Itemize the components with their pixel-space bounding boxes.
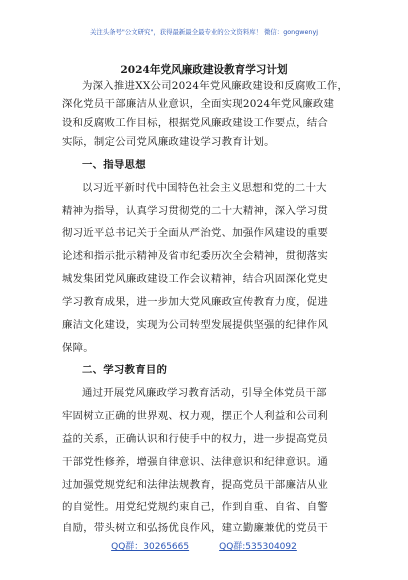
- paragraph-line: 彻习近平总书记关于全面从严治党、加强作风建设的重要: [62, 227, 329, 239]
- document-title: 2024年党风廉政建设教育学习计划: [120, 64, 288, 76]
- paragraph-line: 精神为指导，认真学习贯彻党的二十大精神，深入学习贯: [62, 205, 329, 217]
- paragraph-line: 城发集团党风廉政建设工作会议精神，结合巩固深化党史: [62, 273, 329, 285]
- paragraph-line: 以习近平新时代中国特色社会主义思想和党的二十大: [82, 182, 327, 194]
- paragraph-line: 通过开展党风廉政学习教育活动，引导全体党员干部: [82, 387, 327, 399]
- paragraph-line: 学习教育成果，进一步加大党风廉政宣传教育力度，促进: [62, 296, 329, 308]
- paragraph-line: 过加强党规党纪和法律法规教育，提高党员干部廉洁从业: [62, 479, 329, 491]
- section-heading: 一、指导思想: [82, 159, 146, 171]
- paragraph-line: 设和反腐败工作目标，根据党风廉政建设工作要点，结合: [62, 117, 329, 129]
- paragraph-line: 廉洁文化建设，实现为公司转型发展提供坚强的纪律作风: [62, 319, 329, 331]
- paragraph-line: 牢固树立正确的世界观、权力观，摆正个人利益和公司利: [62, 410, 329, 422]
- paragraph-line: 益的关系，正确认识和行使手中的权力，进一步提高党员: [62, 433, 329, 445]
- paragraph-line: 实际，制定公司党风廉政建设学习教育计划。: [62, 136, 275, 148]
- paragraph-line: 的自觉性。用党纪党规约束自己，作到自重、自省、自警: [62, 501, 329, 513]
- paragraph-line: 为深入推进XX公司2024年党风廉政建设和反腐败工作，: [82, 80, 349, 92]
- paragraph-line: 保障。: [62, 342, 94, 354]
- qq-group-link[interactable]: QQ群：30265665: [111, 542, 190, 552]
- paragraph-line: 深化党员干部廉洁从业意识，全面实现2024年党风廉政建: [62, 98, 335, 110]
- paragraph-line: 自励，带头树立和弘扬优良作风，建立勤廉兼优的党员干: [62, 522, 329, 534]
- footer-contacts: [0, 539, 408, 552]
- paragraph-line: 干部党性修养，增强自律意识、法律意识和纪律意识。通: [62, 456, 329, 468]
- section-heading: 二、学习教育目的: [82, 364, 168, 376]
- promo-banner: 关注头条号"公文研究"，获得最新最全最专业的公文资料库！ 微信：gongwenyj: [89, 28, 319, 36]
- qq-group-link[interactable]: QQ群:535304092: [219, 542, 297, 552]
- paragraph-line: 论述和指示批示精神及省市纪委历次全会精神，贯彻落实: [62, 250, 329, 262]
